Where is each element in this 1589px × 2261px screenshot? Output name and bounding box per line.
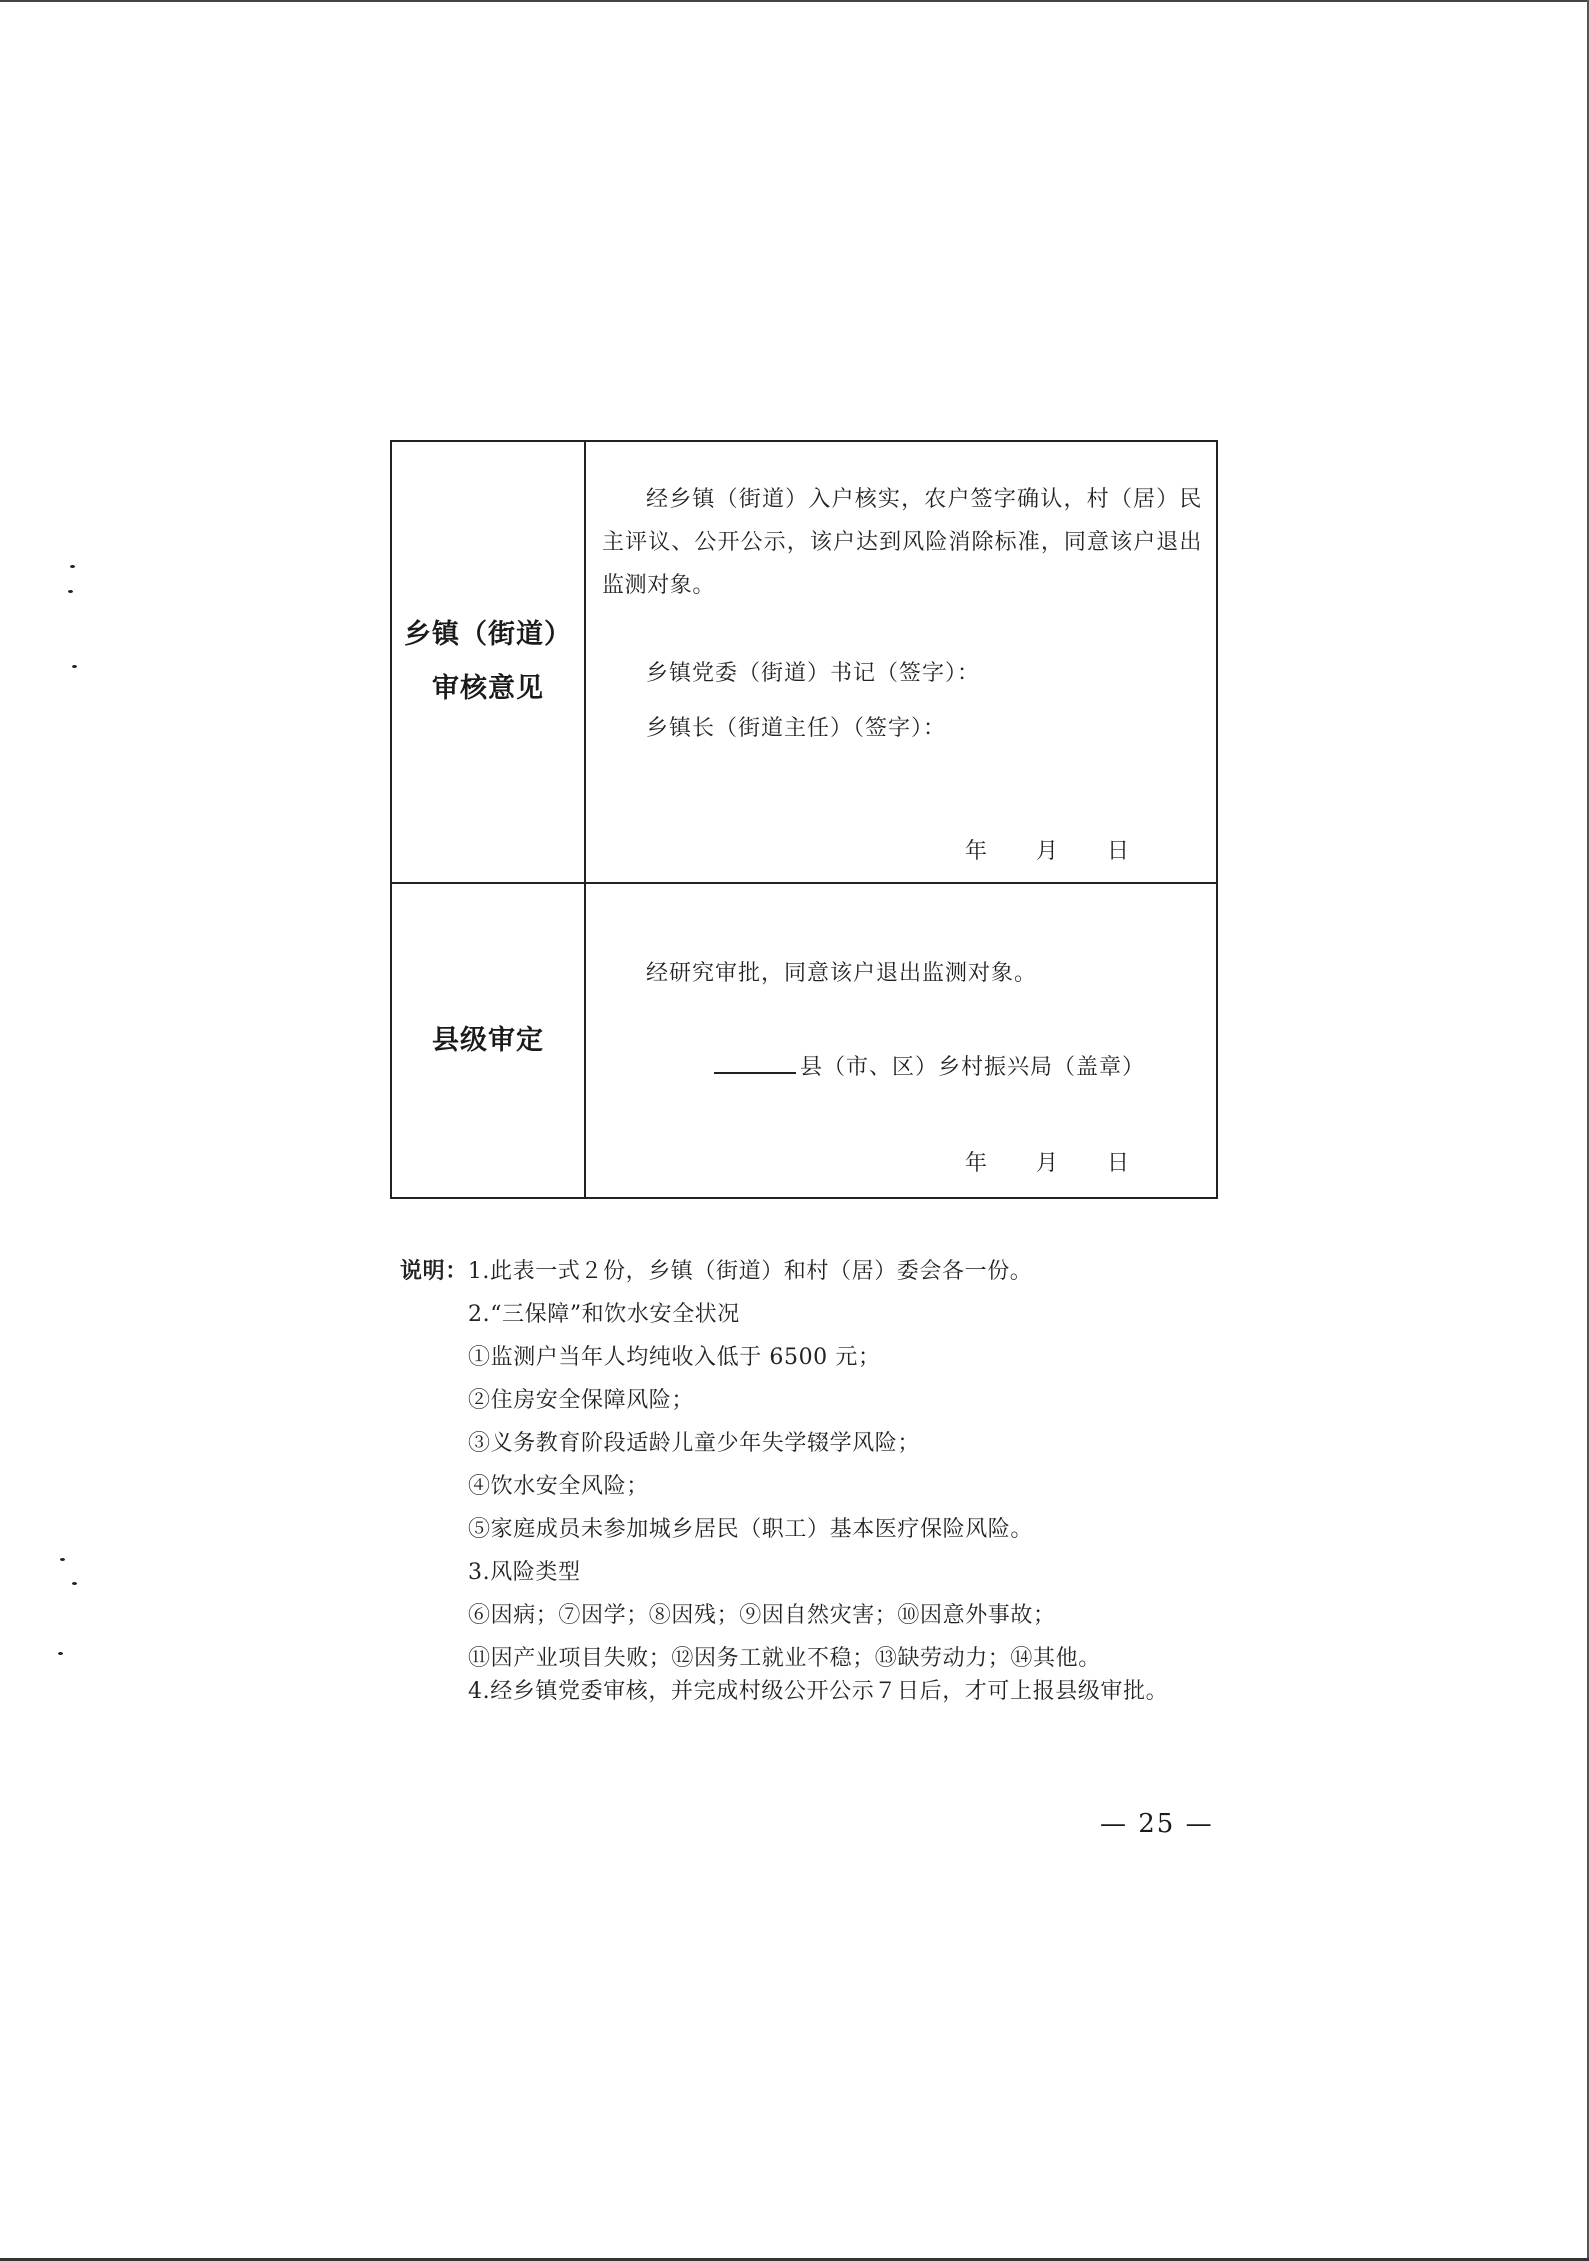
mayor-signature-line: 乡镇长（街道主任）（签字）： [646, 716, 947, 741]
county-stamp-line [714, 1050, 1145, 1081]
scan-speck [70, 565, 75, 568]
county-approval-label-cell [391, 883, 585, 1198]
county-approval-content-cell [585, 883, 1217, 1198]
county-approval-label: 县级审定 [432, 1024, 544, 1056]
county-name-blank [714, 1071, 796, 1074]
note-item-2e: ⑤家庭成员未参加城乡居民（职工）基本医疗保险风险。 [468, 1517, 1034, 1542]
approval-form-table [390, 440, 1218, 1199]
county-approval-statement: 经研究审批，同意该户退出监测对象。 [646, 961, 1038, 986]
county-approval-row [391, 883, 1217, 1198]
note-item-2c: ③义务教育阶段适龄儿童少年失学辍学风险； [468, 1431, 921, 1456]
note-line-1 [400, 1250, 1168, 1293]
note-item-2b: ②住房安全保障风险； [468, 1388, 695, 1413]
county-approval-date: 年 月 日 [965, 1151, 1130, 1176]
note-item-3b: ⑪因产业项目失败；⑫因务工就业不稳；⑬缺劳动力；⑭其他。 [468, 1646, 1101, 1671]
county-stamp-text: 县（市、区）乡村振兴局（盖章） [800, 1055, 1146, 1080]
note-item-1: 1.此表一式２份，乡镇（街道）和村（居）委会各一份。 [467, 1259, 1033, 1284]
note-item-2a: ①监测户当年人均纯收入低于 6500 元； [468, 1345, 881, 1370]
scan-speck [72, 1582, 77, 1585]
scan-speck [72, 665, 77, 668]
note-item-2-title: 2.“三保障”和饮水安全状况 [468, 1302, 740, 1327]
note-item-2d: ④饮水安全风险； [468, 1474, 649, 1499]
page-top-edge [0, 0, 1589, 2]
township-review-label-cell [391, 441, 585, 883]
notes-lead-label: 说明： [400, 1258, 468, 1284]
scan-speck [58, 1652, 63, 1655]
township-review-date: 年 月 日 [965, 839, 1130, 864]
note-item-4: 4.经乡镇党委审核，并完成村级公开公示７日后，才可上报县级审批。 [468, 1679, 1169, 1704]
scan-speck [68, 590, 73, 593]
scan-speck [60, 1558, 65, 1561]
explanatory-notes [400, 1250, 1168, 1713]
page-number: — 25 — [1100, 1809, 1214, 1839]
secretary-signature-line: 乡镇党委（街道）书记（签字）： [646, 661, 981, 686]
township-review-row [391, 441, 1217, 883]
township-review-label-line2: 审核意见 [432, 673, 544, 704]
township-review-content-cell [585, 441, 1217, 883]
note-item-3a: ⑥因病；⑦因学；⑧因残；⑨因自然灾害；⑩因意外事故； [468, 1603, 1056, 1628]
township-review-label-line1: 乡镇（街道） [404, 619, 572, 650]
note-item-3-title: 3.风险类型 [468, 1560, 581, 1585]
township-review-paragraph: 经乡镇（街道）入户核实，农户签字确认，村（居）民主评议、公开公示，该户达到风险消除标准，同意该户退出监测对象。 [602, 487, 1202, 598]
